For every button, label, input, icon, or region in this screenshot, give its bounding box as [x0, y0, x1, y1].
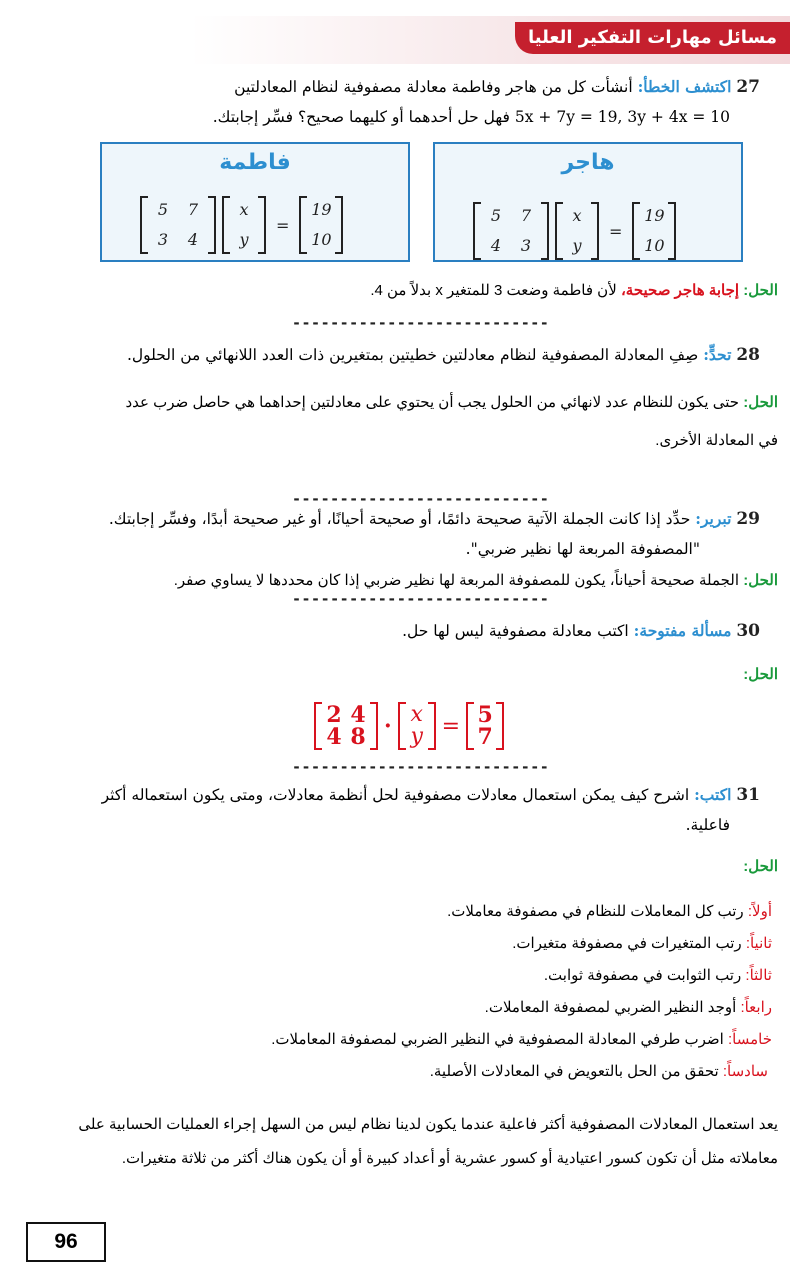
answer-label: الحل: [743, 666, 778, 683]
variable-matrix: x y [398, 702, 436, 750]
conclusion [14, 1108, 778, 1176]
step-5: خامساً: اضرب طرفي المعادلة المصفوفية في النظير الضربي لمصفوفة المعاملات. [271, 1031, 772, 1048]
quoted-statement: "المصفوفة المربعة لها نظير ضربي". [465, 540, 700, 558]
answer-label: الحل: [743, 858, 778, 875]
hajar-matrix-equation: 5 7 4 3 x y = 19 10 [473, 202, 676, 260]
question-text: اكتب معادلة مصفوفية ليس لها حل. [402, 622, 629, 640]
question-text-line2: فاعلية. [685, 816, 730, 834]
fatima-name: فاطمة [219, 150, 291, 175]
conclusion-line1: يعد استعمال المعادلات المصفوفية أكثر فاعلية عندما يكون لدينا نظام ليس من السهل إجراء العمليات الحسابية على [78, 1116, 778, 1133]
coefficient-matrix: 2 4 4 8 [314, 702, 378, 750]
page-number: 96 [26, 1222, 106, 1262]
question-text: حدِّد إذا كانت الجملة الآتية صحيحة دائمًا، أو صحيحة أحيانًا، أو غير صحيحة أبدًا، وفسِّر إجابتك. [108, 510, 691, 528]
constant-matrix: 19 10 [632, 202, 676, 260]
answer-text: حتى يكون للنظام عدد لانهائي من الحلول يجب أن يحتوي على معادلتين إحداهما هي حاصل ضرب عدد [125, 394, 740, 411]
variable-matrix: x y [555, 202, 599, 260]
solution-steps [32, 896, 772, 1088]
answer-30-label [743, 660, 778, 690]
coefficient-matrix: 5 7 4 3 [473, 202, 549, 260]
answer-label: الحل: [743, 572, 778, 589]
fatima-box [100, 142, 410, 262]
answer-label: الحل: [743, 394, 778, 411]
answer-text-line2: في المعادلة الأخرى. [655, 432, 778, 449]
step-2: ثانياً: رتب المتغيرات في مصفوفة متغيرات. [512, 935, 772, 952]
question-27 [20, 72, 760, 132]
question-tag: تبرير: [695, 509, 732, 528]
step-4: رابعاً: أوجد النظير الضربي لمصفوفة المعاملات. [484, 999, 772, 1016]
question-text: صِفِ المعادلة المصفوفية لنظام معادلتين خطيتين بمتغيرين ذات العدد اللانهائي من الحلول. [126, 346, 699, 364]
question-30 [20, 616, 760, 646]
question-text-line2: 5x + 7y = 19, 3y + 4x = 10 فهل حل أحدهما أو كليهما صحيح؟ فسِّر إجابتك. [212, 108, 730, 126]
question-29 [0, 504, 760, 564]
question-number: 28 [736, 345, 760, 365]
conclusion-line2: معاملاته مثل أن تكون كسور اعتيادية أو كسور عشرية أو أعداد كبيرة أو أن يكون هناك أكثر من ثلاثة متغيرات. [121, 1150, 778, 1167]
separator: --------------------------- [292, 314, 550, 332]
question-tag: اكتشف الخطأ: [637, 77, 732, 96]
hajar-name: هاجر [561, 150, 615, 175]
question-tag: اكتب: [694, 785, 732, 804]
question-text: اشرح كيف يمكن استعمال معادلات مصفوفية لحل أنظمة معادلات، ومتى يكون استعماله أكثر [101, 786, 690, 804]
question-number: 30 [736, 621, 760, 641]
question-31 [20, 780, 760, 840]
separator: --------------------------- [292, 758, 550, 776]
section-title: مسائل مهارات التفكير العليا [515, 22, 790, 54]
answer-31-label [743, 852, 778, 882]
constant-matrix: 5 7 [466, 702, 504, 750]
answer-text: الجملة صحيحة أحياناً، يكون للمصفوفة المربعة لها نظير ضربي إذا كان محددها لا يساوي صفر. [173, 572, 740, 589]
question-number: 27 [736, 77, 760, 97]
question-tag: مسألة مفتوحة: [633, 621, 732, 640]
fatima-matrix-equation: 5 7 3 4 x y = 19 10 [140, 196, 343, 254]
step-1: أولاً: رتب كل المعاملات للنظام في مصفوفة معاملات. [447, 903, 772, 920]
question-number: 31 [736, 785, 760, 805]
dot-operator: · [384, 713, 392, 739]
separator: --------------------------- [292, 490, 550, 508]
variable-matrix: x y [222, 196, 266, 254]
answer-text: لأن فاطمة وضعت 3 للمتغير x بدلاً من 4. [370, 282, 617, 299]
hajar-box [433, 142, 743, 262]
question-number: 29 [736, 509, 760, 529]
separator: --------------------------- [292, 590, 550, 608]
answer-28 [18, 384, 778, 460]
question-text: أنشأت كل من هاجر وفاطمة معادلة مصفوفية لنظام المعادلتين [234, 78, 633, 96]
answer-highlight: إجابة هاجر صحيحة، [620, 282, 740, 299]
step-3: ثالثاً: رتب الثوابت في مصفوفة ثوابت. [543, 967, 772, 984]
question-tag: تحدٍّ: [703, 345, 732, 364]
answer-27 [18, 276, 778, 306]
constant-matrix: 19 10 [299, 196, 343, 254]
coefficient-matrix: 5 7 3 4 [140, 196, 216, 254]
answer-label: الحل: [743, 282, 778, 299]
answer-30-matrix-equation: 2 4 4 8 · x y = 5 7 [314, 702, 504, 750]
step-6: سادساً: تحقق من الحل بالتعويض في المعادلات الأصلية. [429, 1063, 768, 1080]
question-28 [20, 340, 760, 370]
